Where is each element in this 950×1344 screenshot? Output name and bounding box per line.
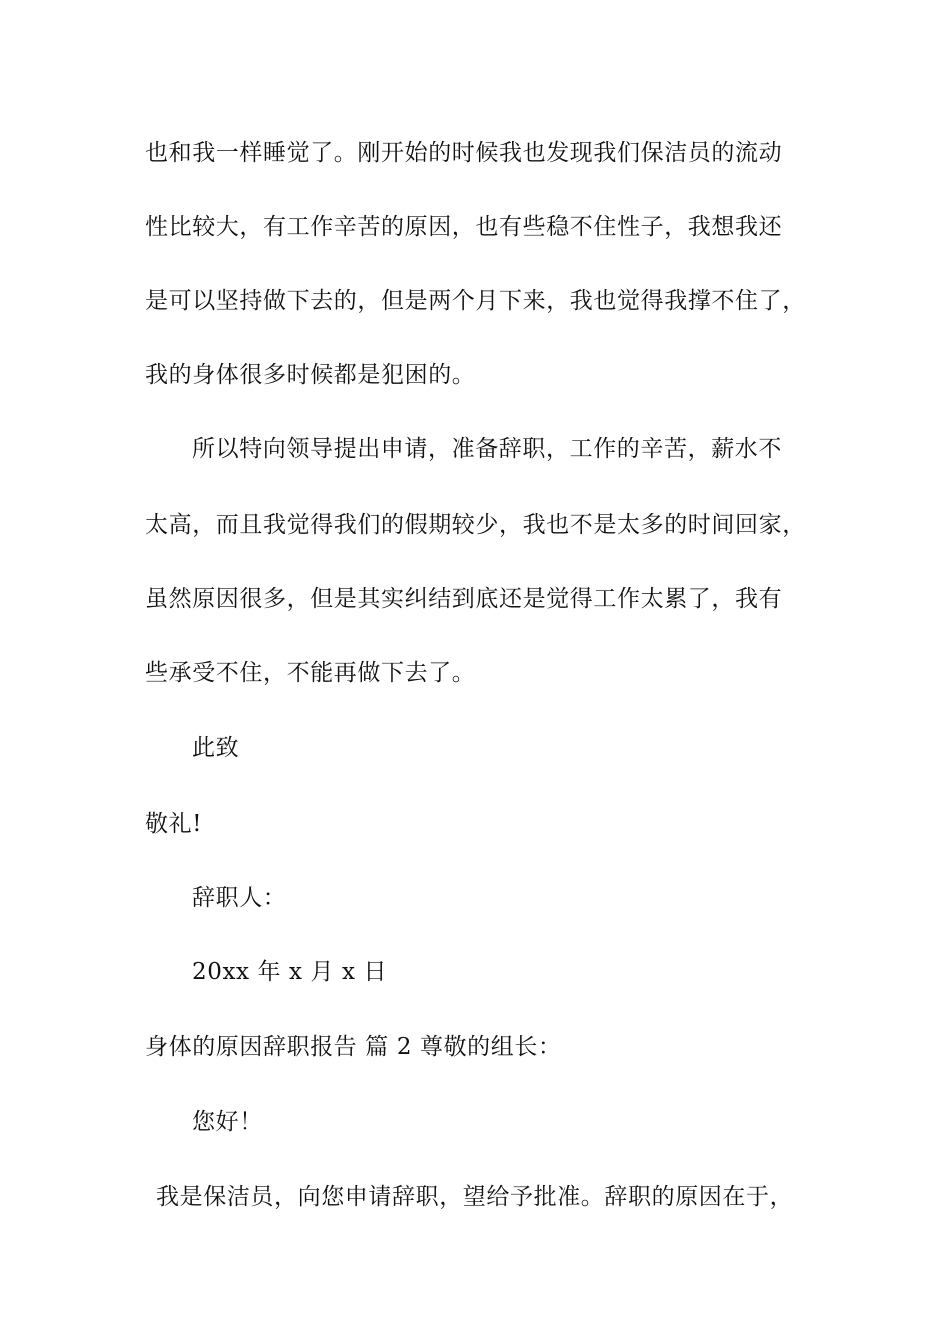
date-line: 20xx 年 x 月 x 日 bbox=[192, 959, 388, 985]
body-line: 也和我一样睡觉了。刚开始的时候我也发现我们保洁员的流动 bbox=[145, 140, 783, 166]
body-line: 虽然原因很多，但是其实纠结到底还是觉得工作太累了，我有 bbox=[145, 586, 783, 612]
body-line: 我的身体很多时候都是犯困的。 bbox=[145, 362, 476, 388]
closing-salutation: 此致 bbox=[192, 735, 240, 761]
paragraph-start-line: 所以特向领导提出申请，准备辞职，工作的辛苦，薪水不 bbox=[192, 436, 782, 462]
signer-label: 辞职人： bbox=[192, 885, 287, 911]
body-line: 我是保洁员，向您申请辞职，望给予批准。辞职的原因在于， bbox=[156, 1184, 794, 1210]
greeting-line: 您好！ bbox=[192, 1109, 263, 1135]
body-line: 性比较大，有工作辛苦的原因，也有些稳不住性子，我想我还 bbox=[145, 214, 783, 240]
body-line: 太高，而且我觉得我们的假期较少，我也不是太多的时间回家， bbox=[145, 512, 806, 538]
section-heading-line: 身体的原因辞职报告 篇 2 尊敬的组长： bbox=[145, 1034, 562, 1060]
body-line: 是可以坚持做下去的，但是两个月下来，我也觉得我撑不住了， bbox=[145, 288, 806, 314]
closing-regards: 敬礼! bbox=[145, 811, 203, 837]
body-line: 些承受不住，不能再做下去了。 bbox=[145, 660, 476, 686]
